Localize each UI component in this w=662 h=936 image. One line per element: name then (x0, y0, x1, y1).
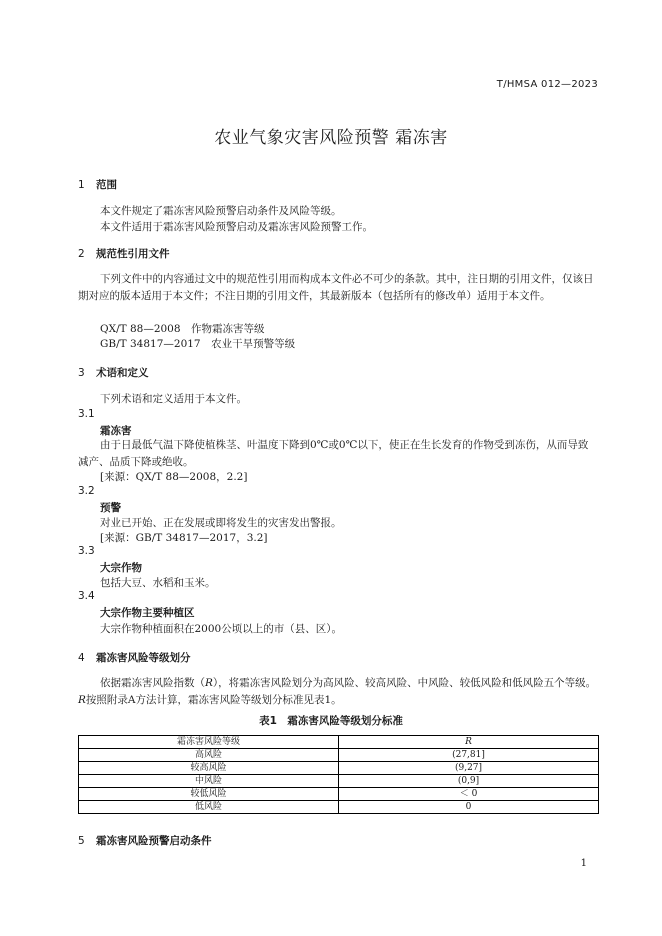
table-cell: 0 (339, 801, 599, 814)
section-number: 4 (78, 652, 85, 664)
section-number: 3 (78, 367, 85, 379)
term-definition: 大宗作物种植面积在2000公顷以上的市（县、区）。 (100, 623, 342, 635)
text-run: 依据霜冻害风险指数（ (100, 677, 205, 689)
section-number: 1 (78, 179, 85, 191)
section-title: 规范性引用文件 (96, 248, 170, 260)
symbol-r: R (465, 737, 472, 747)
term-definition: 对业已开始、正在发展或即将发生的灾害发出警报。 (100, 517, 342, 529)
section-number: 2 (78, 248, 85, 260)
section-2-heading (78, 246, 170, 261)
table-cell: 中风险 (79, 775, 339, 788)
risk-level-table (78, 735, 599, 814)
table-row (79, 762, 599, 775)
text-run: ），将霜冻害风险划分为高风险、较高风险、中风险、较低风险和低风险五个等级。 (212, 677, 597, 689)
page-title: 农业气象灾害风险预警 霜冻害 (214, 128, 448, 148)
term-definition: 包括大豆、水稻和玉米。 (100, 577, 216, 589)
section-1-heading (78, 177, 117, 192)
term-number: 3.3 (78, 545, 95, 557)
paragraph: 本文件适用于霜冻害风险预警启动及霜冻害风险预警工作。 (100, 221, 373, 233)
section-number: 5 (78, 835, 85, 847)
term-number: 3.1 (78, 408, 95, 420)
symbol-r: R (205, 677, 213, 689)
header-cell (339, 736, 599, 749)
section-3-heading (78, 365, 149, 380)
term-source: [来源：GB/T 34817—2017，3.2] (100, 532, 268, 544)
table-cell: (0,9] (339, 775, 599, 788)
term-name: 霜冻害 (100, 425, 132, 437)
page-number: 1 (580, 858, 587, 869)
table-cell: 较高风险 (79, 762, 339, 775)
term-name: 预警 (100, 502, 121, 514)
symbol-r: R (78, 694, 86, 706)
table-cell: (9,27] (339, 762, 599, 775)
table-cell: 高风险 (79, 749, 339, 762)
table-row (79, 801, 599, 814)
reference-item: QX/T 88—2008 作物霜冻害等级 (100, 323, 265, 335)
term-definition: 由于日最低气温下降使植株茎、叶温度下降到0℃或0℃以下，使正在生长发育的作物受到冻伤，从而导致减产、品质下降或绝收。 (78, 439, 589, 468)
term-number: 3.4 (78, 590, 95, 602)
term-name: 大宗作物主要种植区 (100, 607, 195, 619)
section-title: 范围 (96, 179, 117, 191)
section-title: 霜冻害风险预警启动条件 (96, 835, 212, 847)
reference-item: GB/T 34817—2017 农业干旱预警等级 (100, 338, 296, 350)
table-header-row (79, 736, 599, 749)
text-run: 按照附录A方法计算，霜冻害风险等级划分标准见表1。 (85, 694, 342, 706)
header-cell: 霜冻害风险等级 (79, 736, 339, 749)
table-row (79, 788, 599, 801)
doc-code: T/HMSA 012—2023 (496, 79, 598, 90)
term-number: 3.2 (78, 485, 95, 497)
term-source: [来源：QX/T 88—2008，2.2] (100, 471, 248, 483)
section-title: 术语和定义 (96, 367, 149, 379)
paragraph: 本文件规定了霜冻害风险预警启动条件及风险等级。 (100, 205, 342, 217)
table-cell: 较低风险 (79, 788, 339, 801)
paragraph (78, 675, 598, 709)
paragraph: 下列术语和定义适用于本文件。 (100, 393, 247, 405)
table-cell: 低风险 (79, 801, 339, 814)
table-caption: 表1 霜冻害风险等级划分标准 (259, 715, 403, 727)
table-row (79, 775, 599, 788)
table-cell: ＜ 0 (339, 788, 599, 801)
section-4-heading (78, 650, 191, 665)
term-name: 大宗作物 (100, 562, 142, 574)
table-cell: (27,81] (339, 749, 599, 762)
section-5-heading (78, 833, 212, 848)
table-row (79, 749, 599, 762)
paragraph: 下列文件中的内容通过文中的规范性引用而构成本文件必不可少的条款。其中，注日期的引用文件，仅该日期对应的版本适用于本文件；不注日期的引用文件，其最新版本（包括所有的修改单）适用于本文件。 (78, 273, 594, 302)
section-title: 霜冻害风险等级划分 (96, 652, 191, 664)
